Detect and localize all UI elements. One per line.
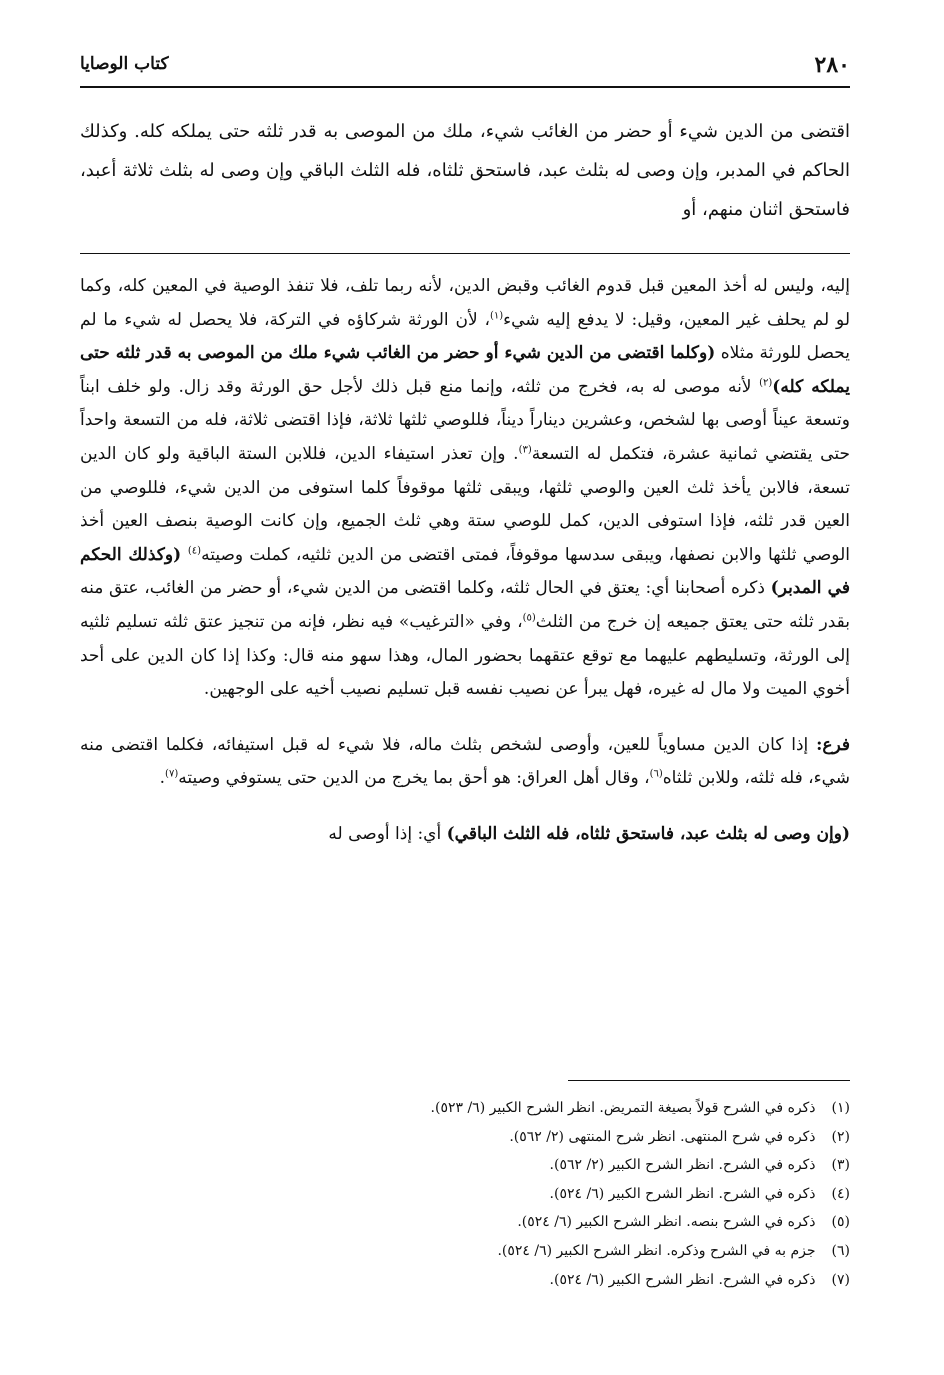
footnote-text: ذكره في الشرح. انظر الشرح الكبير (٦/ ٥٢٤).	[549, 1185, 816, 1202]
footnote-divider	[568, 1080, 850, 1081]
quoted-matn: (وكذلك الحكم في المدبر)	[80, 544, 850, 599]
footnote-ref: (١)	[489, 309, 504, 321]
footnote-ref: (٣)	[518, 444, 532, 456]
footnote	[150, 1266, 850, 1295]
commentary-text: ، وفي «الترغيب» فيه نظر، فإنه من تنجيز عتق ثلثه تسليم ثلثيه إلى الورثة، وتسليطهم عليهما مع توقع عتقهما بحضور المال، وهذا سهو منه قال: وكذا إذا كان الدين على أحد أخوي الميت ولا مال له غيره، فهل يبرأ عن نصيب نفسه قبل تسليم نصيب أخيه على الوجهين.	[80, 611, 850, 700]
footnote-number: (٢)	[831, 1128, 850, 1145]
footnote-text: ذكره في شرح المنتهى. انظر شرح المنتهى (٢/ ٥٦٢).	[509, 1128, 816, 1145]
footnote-text: ذكره في الشرح. انظر الشرح الكبير (٦/ ٥٢٤).	[549, 1271, 816, 1288]
commentary-text: إذا كان الدين مساوياً للعين، وأوصى لشخص بثلث ماله، فلا شيء له قبل استيفائه، فكلما اقتضى منه شيء، فله ثلثه، وللابن ثلثاه	[80, 734, 850, 789]
commentary-text: إليه، وليس له أخذ المعين قبل قدوم الغائب وقبض الدين، لأنه ربما تلف، فلا تنفذ الوصية في المعين كله، وكما لو لم يحلف غير المعين، وقيل: لا يدفع إليه شيء	[80, 276, 850, 330]
footnote	[150, 1123, 850, 1152]
commentary-paragraph	[80, 818, 850, 852]
footnote-ref: (٦)	[649, 768, 663, 780]
commentary-text: ، وقال أهل العراق: هو أحق بما يخرج من الدين حتى يستوفي وصيته	[178, 768, 650, 789]
footnote-text: ذكره في الشرح. انظر الشرح الكبير (٢/ ٥٦٢).	[549, 1157, 816, 1174]
footnote	[150, 1151, 850, 1180]
text-divider	[80, 253, 850, 254]
footnote-number: (٣)	[831, 1157, 850, 1174]
footnote-ref: (٢)	[759, 377, 773, 389]
commentary-text: . وإن تعذر استيفاء الدين، فللابن الستة الباقية ولو كان الدين تسعة، فالابن يأخذ ثلث العين والوصي ثلثها، ويبقى ثلثها موقوفاً كلما استوفى من الدين شيء، فللوصي من العين قدر ثلثه، فإذا استوفى الدين، كمل للوصي ستة وهي ثلث الجميع، وإن كانت الوصية بنصف العين أخذ الوصي ثلثها والابن نصفها، ويبقى سدسها موقوفاً، فمتى اقتضى من الدين ثلثيه، كملت وصيته	[80, 443, 850, 565]
footnote-number: (٦)	[831, 1242, 850, 1259]
book-title: كتاب الوصايا	[80, 54, 169, 74]
footnote	[150, 1180, 850, 1209]
footnote-number: (٤)	[831, 1185, 850, 1202]
footnote	[150, 1237, 850, 1266]
commentary-text: .	[159, 768, 166, 789]
footnote	[150, 1208, 850, 1237]
commentary-text: لأنه موصى له به، فخرج من ثلثه، وإنما منع قبل ذلك لأجل حق الورثة وقد زال. ولو خلف ابناً وتسعة عيناً أوصى بها لشخص، وعشرين ديناراً ديناً، فللوصي ثلثها ثلاثة، فإذا اقتضى ثلاثة، فله من التسعة واحداً حتى يقتضي ثمانية عشرة، فتكمل له التسعة	[80, 376, 850, 464]
quoted-matn: (وإن وصى له بثلث عبد، فاستحق ثلثاه، فله الثلث الباقي)	[446, 823, 850, 844]
main-text: اقتضى من الدين شيء أو حضر من الغائب شيء، ملك من الموصى به قدر ثلثه حتى يملكه كله. وكذلك الحاكم في المدبر، وإن وصى له بثلث عبد، فاستحق ثلثاه، فله الثلث الباقي وإن وصى له بثلث ثلاثة أعبد، فاستحق اثنان منهم، أو	[80, 121, 850, 220]
footnote-ref: (٤)	[187, 545, 202, 557]
commentary-text: أي: إذا أوصى له	[328, 823, 447, 844]
commentary-text: ذكره أصحابنا أي: يعتق في الحال ثلثه، وكلما اقتضى من الدين شيء، أو حضر من الغائب، عتق منه بقدر ثلثه حتى يعتق جميعه إن خرج من الثلث	[80, 578, 850, 632]
footnote-number: (١)	[831, 1100, 850, 1116]
footnote-ref: (٧)	[165, 768, 179, 780]
footnote	[150, 1094, 850, 1123]
footnote-ref: (٥)	[522, 612, 536, 624]
footnote-text: ذكره في الشرح قولاً بصيغة التمريض. انظر الشرح الكبير (٦/ ٥٢٣).	[430, 1100, 816, 1116]
commentary-paragraph	[80, 270, 850, 707]
footnote-text: ذكره في الشرح بنصه. انظر الشرح الكبير (٦/ ٥٢٤).	[517, 1214, 816, 1231]
subsection-label: فرع:	[816, 734, 850, 755]
footnotes-list	[150, 1094, 850, 1294]
page-number: ٢٨٠	[814, 52, 850, 78]
footnote-text: جزم به في الشرح وذكره. انظر الشرح الكبير (٦/ ٥٢٤).	[497, 1242, 816, 1259]
commentary-paragraph	[80, 729, 850, 796]
commentary-text: ، لأن الورثة شركاؤه في التركة، فلا يحصل له شيء ما لم يحصل للورثة مثلاه	[80, 309, 850, 364]
commentary	[80, 270, 850, 852]
running-header	[80, 52, 850, 88]
quoted-matn: (وكلما اقتضى من الدين شيء أو حضر من الغائب شيء ملك من الموصى به قدر ثلثه حتى يملكه كله)	[80, 343, 850, 397]
footnote-number: (٥)	[831, 1214, 850, 1231]
footnote-number: (٧)	[831, 1271, 850, 1288]
